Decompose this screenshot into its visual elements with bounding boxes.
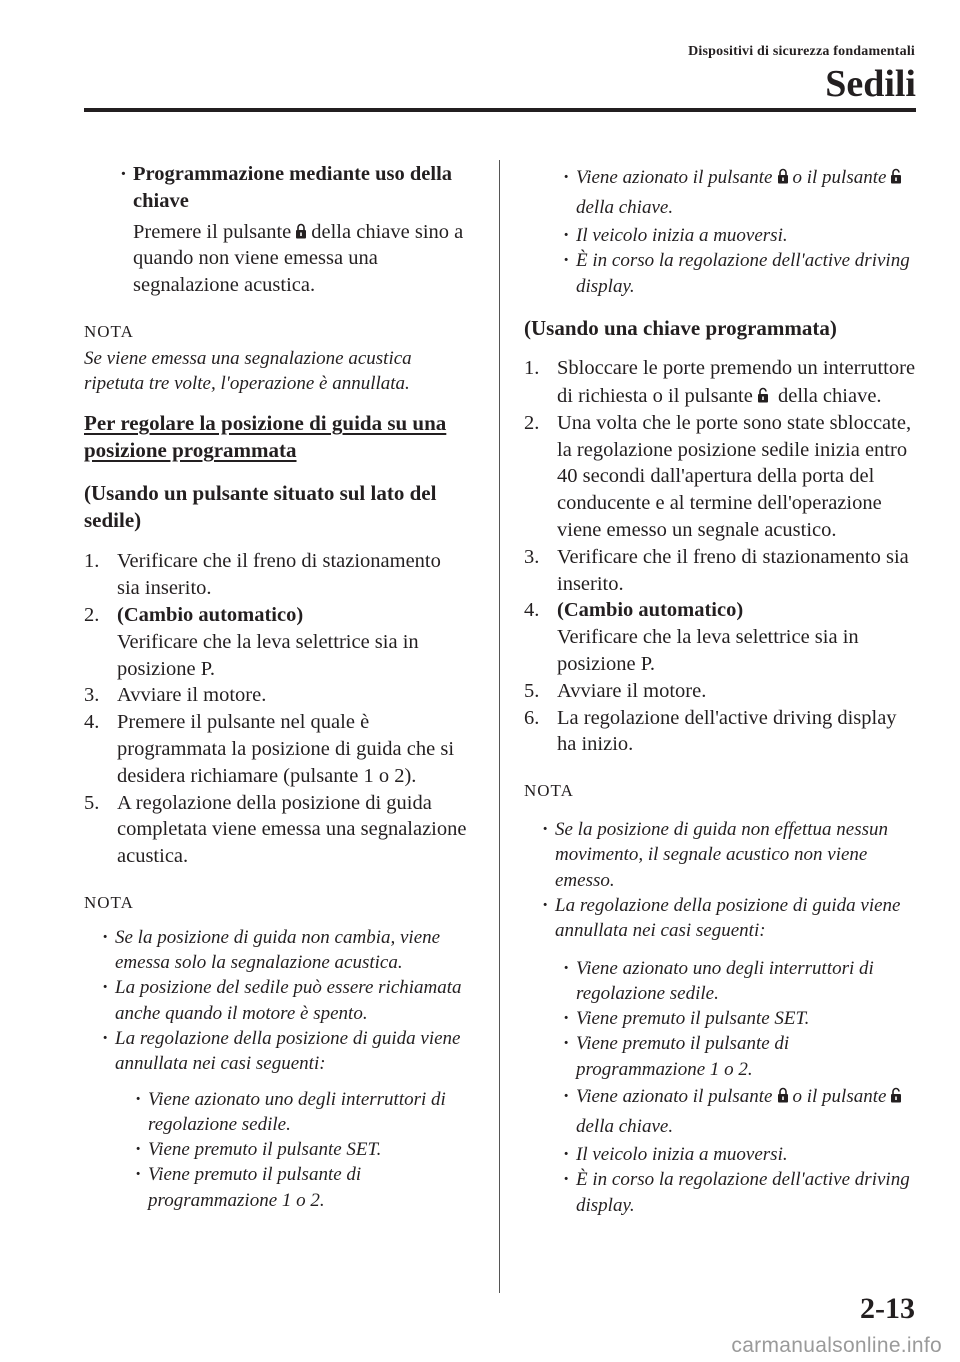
note-list [84, 925, 468, 1213]
note-label: NOTA [524, 781, 574, 801]
list-item: 2. Una volta che le porte sono state sbloccate, la regolazione posizione sedile inizia entro 40 secondi dall'apertura della porta del conducente e al termine dell'operazione viene emesso un segnale acustico. [524, 411, 912, 542]
list-item: 1. Verificare che il freno di stazionamento sia inserito. [84, 550, 441, 600]
list-item: · Viene azionato il pulsante o il pulsantedella chiave. [561, 1082, 920, 1142]
list-item: · Viene premuto il pulsante SET. [561, 1006, 920, 1031]
list-item: · Viene azionato il pulsante o il pulsantedella chiave. [561, 163, 920, 223]
list-item: · La regolazione della posizione di guida viene annullata nei casi seguenti: [540, 893, 920, 944]
note-text: Se viene emessa una segnalazione acustica ripetuta tre volte, l'operazione è annullata. [84, 347, 412, 395]
right-column [524, 163, 920, 1218]
list-item: 3. Verificare che il freno di stazionamento sia inserito. [524, 545, 909, 595]
list-item: · Viene premuto il pulsante di programmazione 1 o 2. [133, 1162, 468, 1213]
unlock-icon [757, 387, 769, 403]
list-item: · Viene premuto il pulsante SET. [133, 1137, 468, 1162]
steps-list [524, 354, 920, 758]
list-item: · Se la posizione di guida non effettua nessun movimento, il segnale acustico non viene emesso. [540, 817, 920, 893]
list-item: 6. La regolazione dell'active driving display ha inizio. [524, 706, 897, 756]
section-heading: Per regolare la posizione di guida su una posizione programmata [84, 411, 447, 463]
list-item: · La posizione del sedile può essere richiamata anche quando il motore è spento. [100, 975, 468, 1026]
bullet-title: · Programmazione mediante uso della chiave [133, 163, 453, 212]
subheading: (Usando una chiave programmata) [524, 315, 837, 340]
list-item: 3. Avviare il motore. [84, 684, 267, 707]
watermark: carmanualsonline.info [731, 1334, 942, 1357]
list-item: 5. A regolazione della posizione di guida completata viene emessa una segnalazione acustica. [84, 791, 467, 868]
list-item: · Il veicolo inizia a muoversi. [561, 1142, 920, 1167]
list-item: · Viene azionato uno degli interruttori di regolazione sedile. [561, 956, 920, 1007]
note-label: NOTA [84, 892, 134, 912]
note-label: NOTA [84, 321, 134, 341]
list-item: · Il veicolo inizia a muoversi. [561, 223, 920, 248]
list-item: 4. (Cambio automatico) Verificare che la leva selettrice sia in posizione P. [524, 599, 859, 676]
list-item: · Viene premuto il pulsante di programmazione 1 o 2. [561, 1031, 920, 1082]
bullet-text: Premere il pulsante della chiave sino a quando non viene emessa una segnalazione acustica. [133, 220, 464, 297]
lock-icon [777, 1087, 789, 1103]
note-continued [524, 163, 920, 299]
subheading: (Usando un pulsante situato sul lato del sedile) [84, 481, 437, 533]
unlock-icon [890, 168, 902, 184]
list-item: 1. Sbloccare le porte premendo un interruttore di richiesta o il pulsante della chiave. [524, 356, 916, 407]
list-item: · Viene azionato uno degli interruttori di regolazione sedile. [133, 1087, 468, 1138]
lock-icon [295, 223, 307, 239]
steps-list [84, 548, 468, 870]
list-item: · La regolazione della posizione di guida viene annullata nei casi seguenti: [100, 1026, 468, 1077]
section-title: Dispositivi di sicurezza fondamentali [688, 44, 915, 59]
left-column [84, 161, 468, 1213]
list-item: 2. (Cambio automatico) Verificare che la leva selettrice sia in posizione P. [84, 603, 419, 680]
page-number: 2-13 [860, 1292, 915, 1325]
list-item: 4. Premere il pulsante nel quale è programmata la posizione di guida che si desidera richiamare (pulsante 1 o 2). [84, 711, 455, 787]
list-item: · Se la posizione di guida non cambia, viene emessa solo la segnalazione acustica. [100, 925, 468, 976]
unlock-icon [890, 1087, 902, 1103]
bullet-programming-key [118, 161, 468, 299]
header-rule [84, 108, 916, 112]
lock-icon [777, 168, 789, 184]
list-item: · È in corso la regolazione dell'active driving display. [561, 248, 920, 299]
note-list [524, 817, 920, 1218]
list-item: · È in corso la regolazione dell'active driving display. [561, 1167, 920, 1218]
column-divider [499, 160, 500, 1293]
list-item: 5. Avviare il motore. [524, 679, 707, 702]
page-title: Sedili [825, 63, 916, 105]
